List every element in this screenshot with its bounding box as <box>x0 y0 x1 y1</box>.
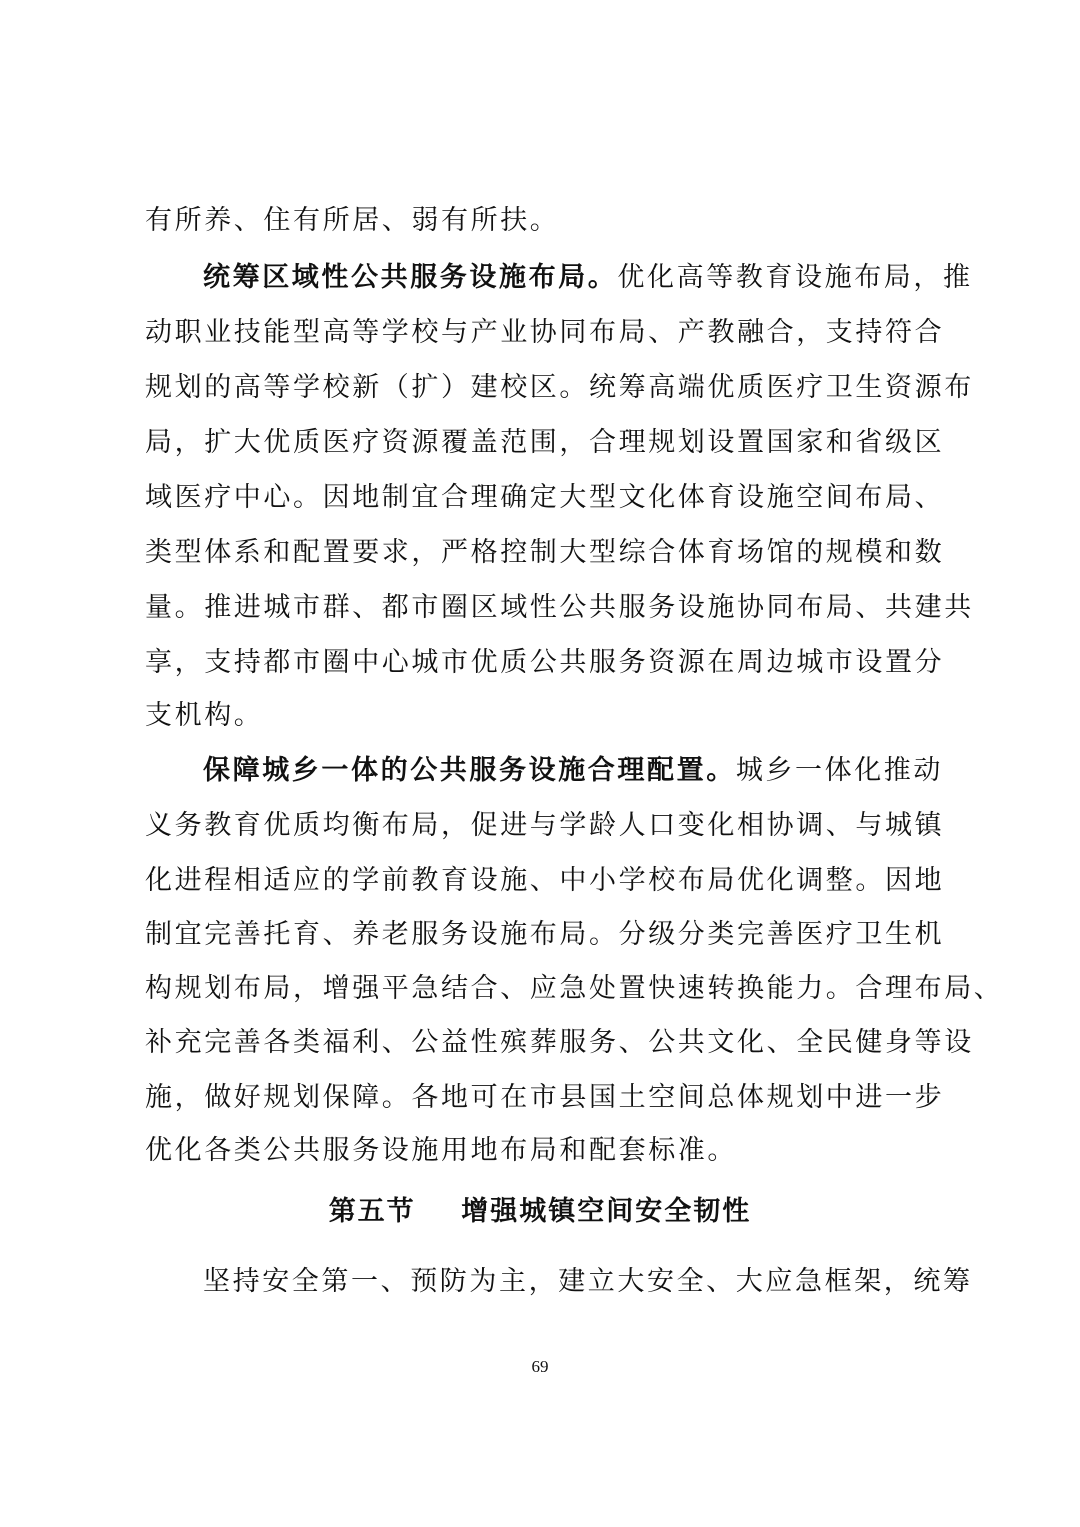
paragraph-line <box>203 751 944 791</box>
paragraph-line: 支机构。 <box>145 700 264 731</box>
section-spacer <box>416 1196 462 1227</box>
paragraph-text: 优化高等教育设施布局，推 <box>617 262 973 293</box>
paragraph-text: 城乡一体化推动 <box>735 755 944 786</box>
paragraph-line: 规划的高等学校新（扩）建校区。统筹高端优质医疗卫生资源布 <box>145 372 974 403</box>
paragraph-line: 享，支持都市圈中心城市优质公共服务资源在周边城市设置分 <box>145 647 945 678</box>
paragraph-line: 补充完善各类福利、公益性殡葬服务、公共文化、全民健身等设 <box>145 1027 974 1058</box>
page-number: 69 <box>531 1357 549 1376</box>
paragraph-line: 义务教育优质均衡布局，促进与学龄人口变化相协调、与城镇 <box>145 810 945 841</box>
paragraph-line: 构规划布局，增强平急结合、应急处置快速转换能力。合理布局、 <box>145 973 1004 1004</box>
paragraph-line: 施，做好规划保障。各地可在市县国土空间总体规划中进一步 <box>145 1082 945 1113</box>
paragraph-line: 坚持安全第一、预防为主，建立大安全、大应急框架，统筹 <box>203 1266 973 1297</box>
paragraph-lead-heading: 统筹区域性公共服务设施布局。 <box>203 262 618 293</box>
section-number: 第五节 <box>328 1196 416 1227</box>
section-title: 增强城镇空间安全韧性 <box>461 1196 752 1227</box>
paragraph-lead-heading: 保障城乡一体的公共服务设施合理配置。 <box>203 755 736 786</box>
paragraph-line <box>203 258 973 298</box>
paragraph-line: 有所养、住有所居、弱有所扶。 <box>145 205 560 236</box>
paragraph-line: 域医疗中心。因地制宜合理确定大型文化体育设施空间布局、 <box>145 482 945 513</box>
paragraph-line: 优化各类公共服务设施用地布局和配套标准。 <box>145 1135 737 1166</box>
paragraph-line: 量。推进城市群、都市圈区域性公共服务设施协同布局、共建共 <box>145 592 974 623</box>
paragraph-line: 局，扩大优质医疗资源覆盖范围，合理规划设置国家和省级区 <box>145 427 945 458</box>
section-heading <box>0 1192 1080 1232</box>
paragraph-line: 制宜完善托育、养老服务设施布局。分级分类完善医疗卫生机 <box>145 919 945 950</box>
paragraph-line: 动职业技能型高等学校与产业协同布局、产教融合，支持符合 <box>145 317 945 348</box>
paragraph-line: 化进程相适应的学前教育设施、中小学校布局优化调整。因地 <box>145 865 945 896</box>
paragraph-line: 类型体系和配置要求，严格控制大型综合体育场馆的规模和数 <box>145 537 945 568</box>
